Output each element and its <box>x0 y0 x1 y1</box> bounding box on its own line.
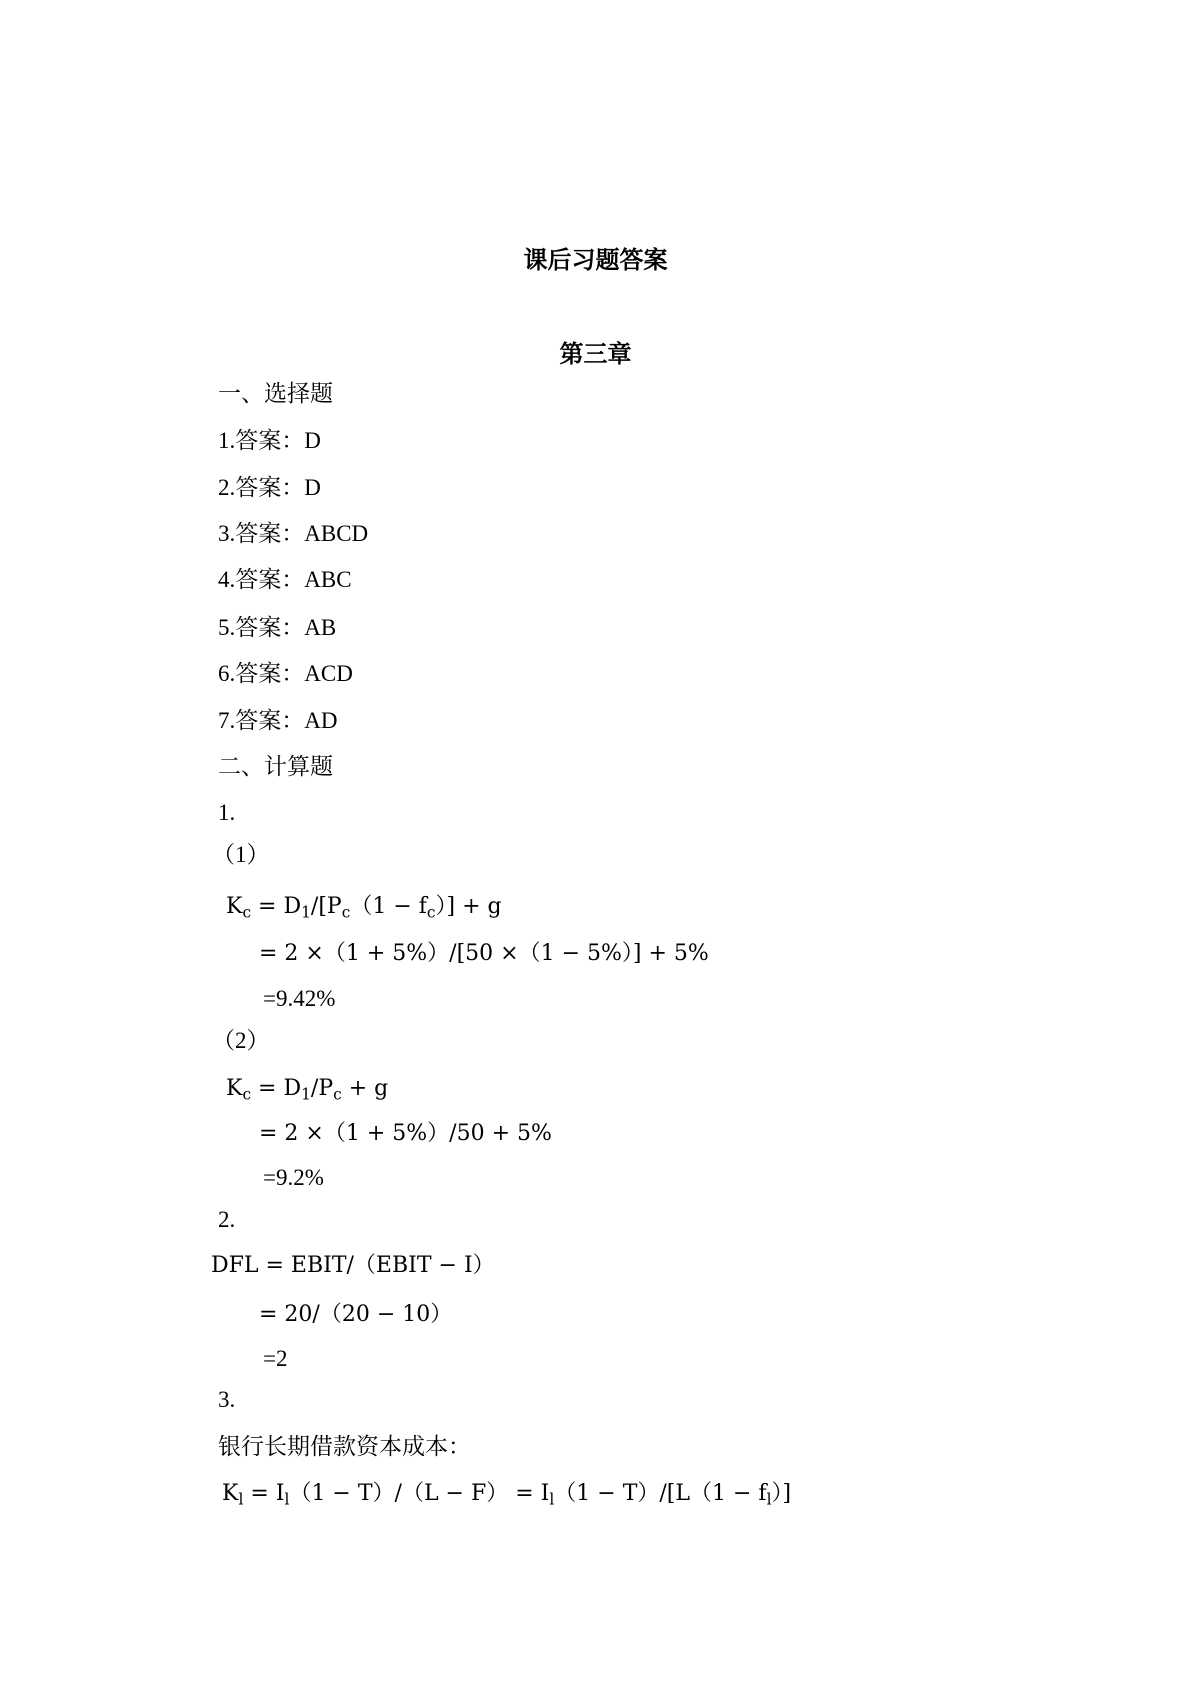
formula-subscript: l <box>766 1490 772 1509</box>
formula-subscript: c <box>426 903 436 922</box>
formula-subscript: c <box>242 1085 252 1104</box>
question-3-label: 银行长期借款资本成本： <box>218 1434 471 1459</box>
formula-text: K <box>222 1481 239 1506</box>
formula-text: /P <box>310 1076 334 1101</box>
formula-text: = I <box>243 1481 285 1506</box>
formula-text: K <box>226 1076 243 1101</box>
formula-subscript: c <box>242 903 252 922</box>
formula-text: = D <box>251 894 302 919</box>
question-1-part-2-label: （2） <box>212 1028 270 1053</box>
question-1-part-1-substitution: = 2 ×（1 + 5%）/[50 ×（1 − 5%）] + 5% <box>259 941 709 966</box>
formula-subscript: l <box>284 1490 290 1509</box>
formula-text: ）] + g <box>435 894 502 919</box>
formula-text: = D <box>251 1076 302 1101</box>
formula-text: （1 − T）/（L − F） = I <box>289 1481 550 1506</box>
page-title: 课后习题答案 <box>523 248 668 274</box>
question-2-result: =2 <box>263 1346 288 1371</box>
chapter-heading: 第三章 <box>559 342 632 368</box>
formula-text: /[P <box>310 894 342 919</box>
formula-subscript: l <box>238 1490 244 1509</box>
question-1-part-2-formula <box>226 1074 388 1104</box>
question-3-number: 3. <box>218 1387 236 1412</box>
question-1-part-1-result: =9.42% <box>263 986 336 1011</box>
formula-text: （1 − T）/[L（1 − f <box>554 1481 767 1506</box>
question-2-number: 2. <box>218 1207 236 1232</box>
question-1-part-1-label: （1） <box>212 842 270 867</box>
formula-subscript: c <box>341 903 351 922</box>
question-1-part-1-formula <box>226 892 502 922</box>
choice-answer-1: 1.答案：D <box>218 428 321 453</box>
choice-answer-4: 4.答案：ABC <box>218 567 352 592</box>
formula-text: （1 − f <box>350 894 427 919</box>
choice-answer-7: 7.答案：AD <box>218 708 338 733</box>
formula-text: + g <box>341 1076 389 1101</box>
choice-answer-3: 3.答案：ABCD <box>218 521 369 546</box>
question-2-formula: DFL = EBIT/（EBIT − I） <box>211 1253 495 1278</box>
formula-subscript: 1 <box>301 1085 311 1104</box>
choice-answer-6: 6.答案：ACD <box>218 661 353 686</box>
choice-answer-5: 5.答案：AB <box>218 615 337 640</box>
question-3-formula <box>222 1479 791 1509</box>
formula-subscript: 1 <box>301 903 311 922</box>
formula-subscript: l <box>549 1490 555 1509</box>
formula-subscript: c <box>333 1085 342 1104</box>
section-heading-choice: 一、选择题 <box>218 381 333 406</box>
question-1-part-2-substitution: = 2 ×（1 + 5%）/50 + 5% <box>259 1121 552 1146</box>
section-heading-calc: 二、计算题 <box>218 754 333 779</box>
choice-answer-2: 2.答案：D <box>218 475 321 500</box>
formula-text: ）] <box>771 1481 792 1506</box>
question-1-part-2-result: =9.2% <box>263 1165 324 1190</box>
formula-text: K <box>226 894 243 919</box>
question-2-substitution: = 20/（20 − 10） <box>259 1302 453 1327</box>
question-1-number: 1. <box>218 800 236 825</box>
